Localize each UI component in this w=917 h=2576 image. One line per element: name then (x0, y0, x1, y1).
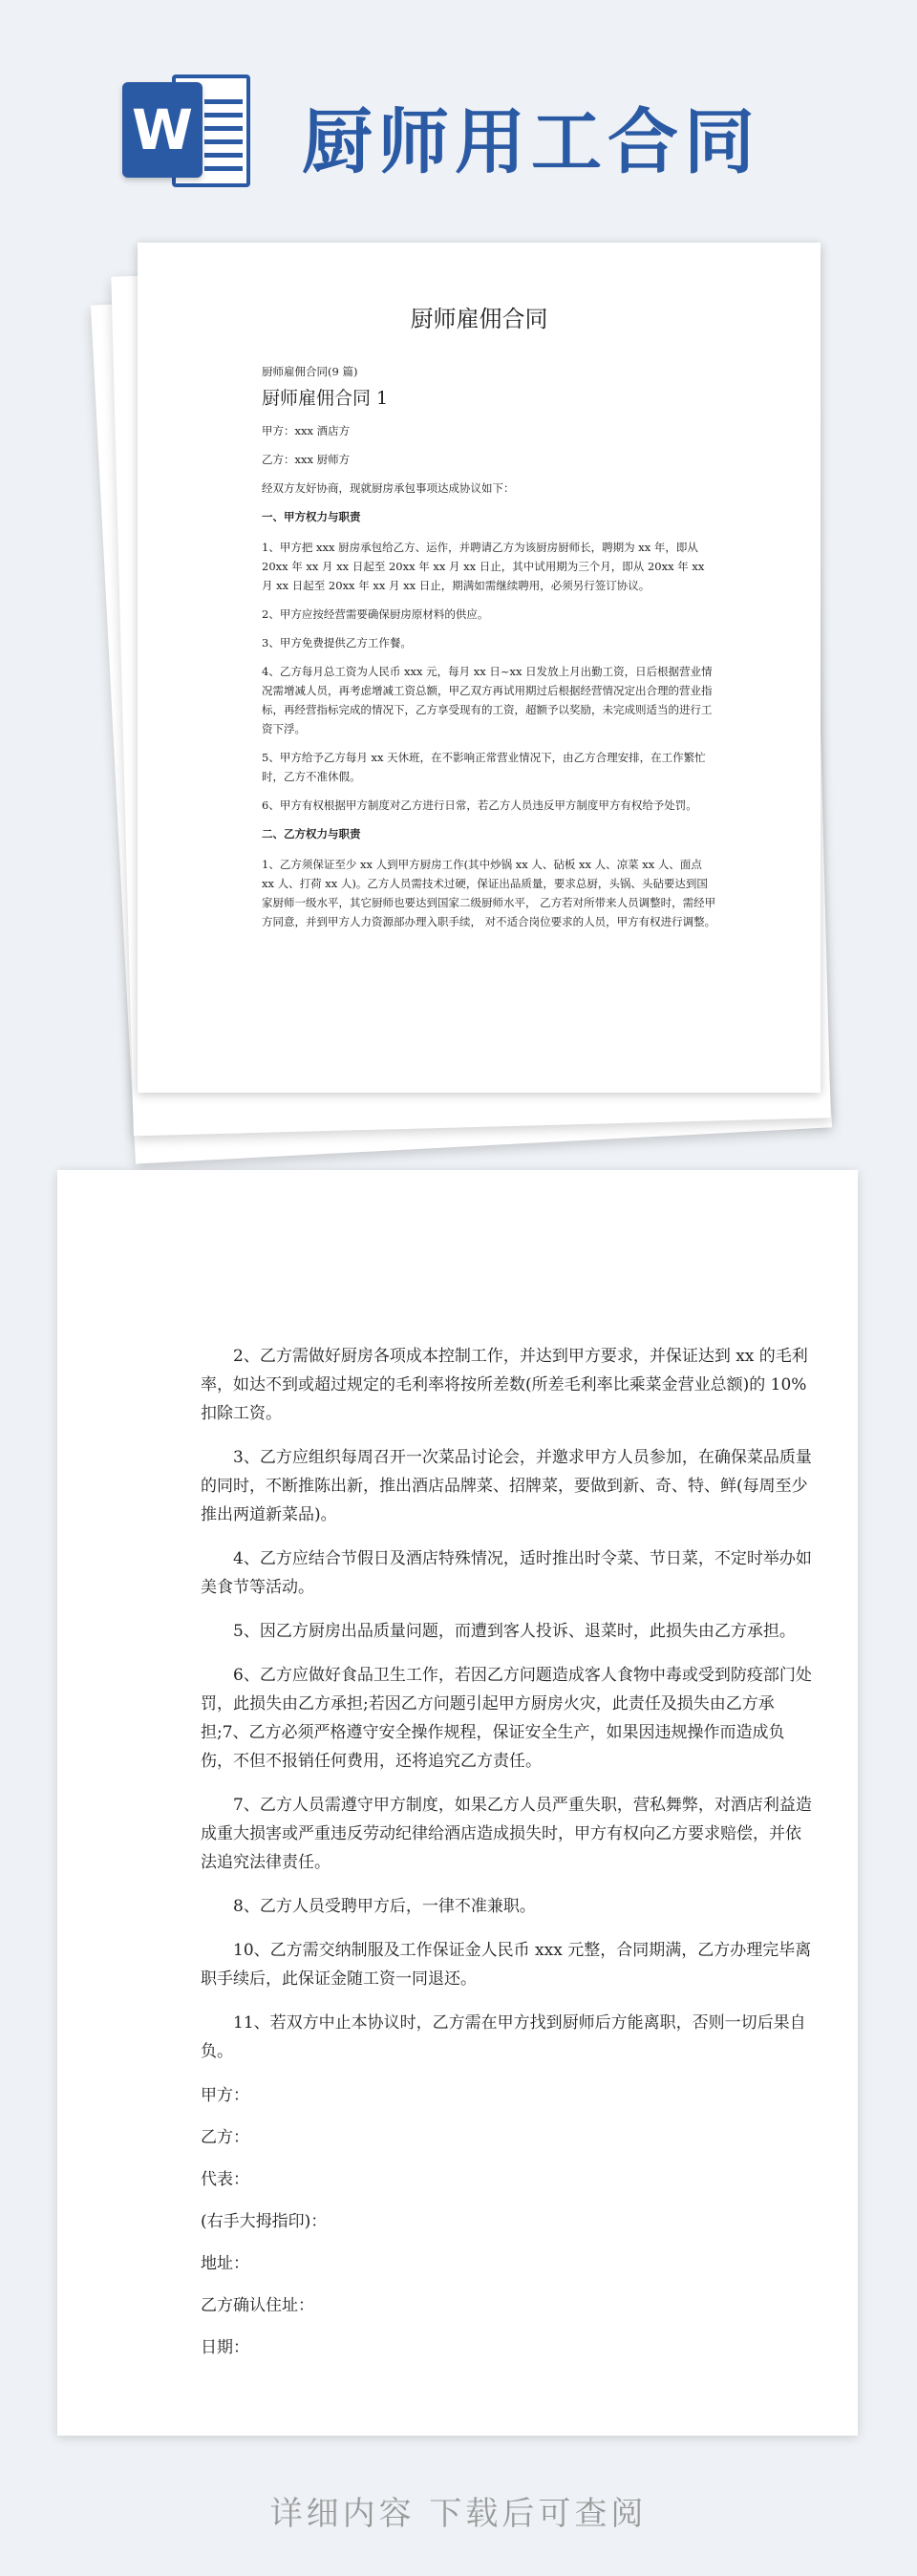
clause-b1: 1、乙方须保证至少 xx 人到甲方厨房工作(其中炒锅 xx 人、砧板 xx 人、凉菜 xx 人、面点 xx 人、打荷 xx 人)。乙方人员需技术过硬，保证出品质量，要求总厨，头锅、头砧要达到国家厨师一级水平，其它厨师也要达到国家二级厨师水平， 乙方若对所带来人员调整时，需经甲方同意，并到甲方人力资源部办理入职手续， 对不适合岗位要求的人员，甲方有权进行调整。 (262, 858, 716, 928)
signature-line: 代表： (201, 2170, 249, 2189)
word-document-icon (122, 75, 251, 189)
party-b: 乙方：xxx 厨师方 (262, 453, 351, 466)
signature-line: 地址： (201, 2254, 249, 2273)
clause-a3: 3、甲方免费提供乙方工作餐。 (262, 636, 412, 649)
clause-paragraph: 6、乙方应做好食品卫生工作，若因乙方问题造成客人食物中毒或受到防疫部门处罚，此损失由乙方承担;若因乙方问题引起甲方厨房火灾，此责任及损失由乙方承担;7、乙方必须严格遵守安全操作规程，保证安全生产，如果因违规操作而造成负伤，不但不报销任何费用，还将追究乙方责任。 (201, 1666, 812, 1771)
clause-a6: 6、甲方有权根据甲方制度对乙方进行日常，若乙方人员违反甲方制度甲方有权给予处罚。 (262, 798, 697, 812)
clause-paragraph: 8、乙方人员受聘甲方后，一律不准兼职。 (233, 1897, 536, 1916)
clause-paragraph: 10、乙方需交纳制服及工作保证金人民币 xxx 元整，合同期满，乙方办理完毕离职手续后，此保证金随工资一同退还。 (201, 1941, 812, 1989)
signature-line: 日期： (201, 2338, 249, 2357)
footer-note: 详细内容 下载后可查阅 (269, 2495, 648, 2533)
clause-paragraph: 4、乙方应结合节假日及酒店特殊情况，适时推出时令菜、节日菜，不定时举办如美食节等活动。 (201, 1549, 812, 1597)
intro-paragraph: 经双方友好协商，现就厨房承包事项达成协议如下： (262, 481, 515, 495)
clause-a5: 5、甲方给予乙方每月 xx 天休班，在不影响正常营业情况下，由乙方合理安排，在工作繁忙时，乙方不准休假。 (262, 751, 706, 783)
signature-line: 乙方： (201, 2128, 249, 2147)
section-heading-2: 二、乙方权力与职责 (262, 827, 361, 841)
document-page-2 (57, 1170, 858, 2436)
page-1-content (262, 362, 716, 941)
clause-a1: 1、甲方把 xxx 厨房承包给乙方、运作，并聘请乙方为该厨房厨师长，聘期为 xx 年，即从 20xx 年 xx 月 xx 日起至 20xx 年 xx 月 xx 日止，其中试用期为三个月，即从 20xx 年 xx 月 xx 日起至 20xx 年 xx 月 xx 日止，期满如需继续聘用，必须另行签订协议。 (262, 541, 705, 592)
page-title: 厨师用工合同 (302, 101, 760, 183)
party-a: 甲方：xxx 酒店方 (262, 424, 351, 437)
clause-a4: 4、乙方每月总工资为人民币 xxx 元，每月 xx 日~xx 日发放上月出勤工资，日后根据营业情况需增减人员，再考虑增减工资总额，甲乙双方再试用期过后根据经营情况定出合理的营业指标，再经营指标完成的情况下，乙方享受现有的工资，超额予以奖励，未完成则适当的进行工资下浮。 (262, 665, 713, 735)
document-subtitle: 厨师雇佣合同(9 篇) (262, 365, 358, 378)
word-letter-tile: W (122, 82, 203, 178)
page-2-content (201, 1342, 812, 2375)
clause-paragraph: 5、因乙方厨房出品质量问题，而遭到客人投诉、退菜时，此损失由乙方承担。 (233, 1622, 796, 1641)
clause-paragraph: 2、乙方需做好厨房各项成本控制工作，并达到甲方要求，并保证达到 xx 的毛利率，如达不到或超过规定的毛利率将按所差数(所差毛利率比乘菜金营业总额)的 10%扣除工资。 (201, 1347, 808, 1423)
signature-line: 甲方： (201, 2086, 249, 2105)
header (0, 0, 917, 229)
document-heading: 厨师雇佣合同 1 (262, 388, 389, 409)
clause-paragraph: 7、乙方人员需遵守甲方制度，如果乙方人员严重失职，营私舞弊，对酒店利益造成重大损害或严重违反劳动纪律给酒店造成损失时，甲方有权向乙方要求赔偿，并依法追究法律责任。 (201, 1796, 812, 1872)
clause-paragraph: 11、若双方中止本协议时，乙方需在甲方找到厨师后方能离职，否则一切后果自负。 (201, 2013, 806, 2061)
document-title: 厨师雇佣合同 (410, 306, 548, 332)
clause-a2: 2、甲方应按经营需要确保厨房原材料的供应。 (262, 607, 489, 621)
signature-line: 乙方确认住址： (201, 2296, 314, 2315)
signature-line: (右手大拇指印)： (201, 2212, 328, 2231)
section-heading-1: 一、甲方权力与职责 (262, 510, 361, 523)
clause-paragraph: 3、乙方应组织每周召开一次菜品讨论会，并邀求甲方人员参加，在确保菜品质量的同时，不断推陈出新，推出酒店品牌菜、招牌菜，要做到新、奇、特、鲜(每周至少推出两道新菜品)。 (201, 1448, 812, 1524)
document-page-1 (138, 243, 821, 1093)
